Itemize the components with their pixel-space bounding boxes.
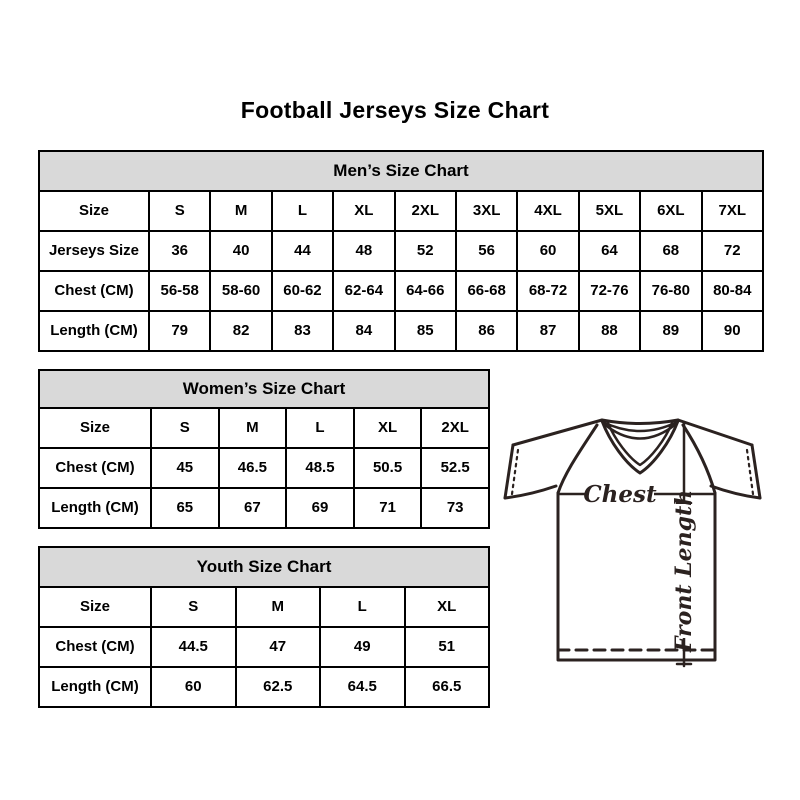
table-cell: 71 [354, 488, 422, 528]
table-cell: M [219, 408, 287, 448]
table-cell: 76-80 [640, 271, 701, 311]
table-cell: 49 [320, 627, 405, 667]
table-cell: 84 [333, 311, 394, 351]
row-label: Size [39, 587, 151, 627]
table-cell: XL [333, 191, 394, 231]
table-row [39, 408, 489, 448]
table-cell: 58-60 [210, 271, 271, 311]
table-cell: 52 [395, 231, 456, 271]
table-cell: L [286, 408, 354, 448]
table-cell: S [151, 587, 236, 627]
mens-size-table [38, 150, 764, 352]
front-length-label: Front Length [671, 489, 697, 653]
table-cell: 88 [579, 311, 640, 351]
table-cell: 72 [702, 231, 763, 271]
table-cell: 67 [219, 488, 287, 528]
table-row [39, 191, 763, 231]
table-header-band-row [39, 547, 489, 587]
table-cell: 60-62 [272, 271, 333, 311]
table-cell: 66.5 [405, 667, 490, 707]
row-label: Chest (CM) [39, 627, 151, 667]
table-cell: 47 [236, 627, 321, 667]
youth-size-table [38, 546, 490, 708]
table-cell: 52.5 [421, 448, 489, 488]
jersey-outline-icon [505, 420, 760, 660]
table-cell: 90 [702, 311, 763, 351]
table-cell: 36 [149, 231, 210, 271]
row-label: Size [39, 191, 149, 231]
chest-label: Chest [583, 481, 657, 508]
table-cell: 87 [517, 311, 578, 351]
table-cell: 82 [210, 311, 271, 351]
table-cell: 48.5 [286, 448, 354, 488]
table-cell: M [210, 191, 271, 231]
table-cell: 51 [405, 627, 490, 667]
table-cell: 85 [395, 311, 456, 351]
table-cell: XL [405, 587, 490, 627]
row-label: Length (CM) [39, 488, 151, 528]
table-cell: 62-64 [333, 271, 394, 311]
table-cell: 86 [456, 311, 517, 351]
row-label: Jerseys Size [39, 231, 149, 271]
table-cell: L [320, 587, 405, 627]
table-cell: 48 [333, 231, 394, 271]
table-cell: 6XL [640, 191, 701, 231]
table-cell: 89 [640, 311, 701, 351]
right-cuff-stitch-icon [747, 450, 753, 494]
table-cell: 5XL [579, 191, 640, 231]
row-label: Length (CM) [39, 667, 151, 707]
table-cell: 80-84 [702, 271, 763, 311]
table-cell: 79 [149, 311, 210, 351]
table-cell: 64-66 [395, 271, 456, 311]
table-cell: 44.5 [151, 627, 236, 667]
table-cell: 60 [517, 231, 578, 271]
table-cell: L [272, 191, 333, 231]
row-label: Chest (CM) [39, 271, 149, 311]
table-cell: 72-76 [579, 271, 640, 311]
table-header-band-row [39, 151, 763, 191]
table-cell: S [151, 408, 219, 448]
table-cell: 62.5 [236, 667, 321, 707]
table-cell: 68-72 [517, 271, 578, 311]
table-cell: 2XL [421, 408, 489, 448]
table-cell: 56 [456, 231, 517, 271]
table-row [39, 448, 489, 488]
womens-table-title: Women’s Size Chart [39, 370, 489, 408]
table-header-band-row [39, 370, 489, 408]
table-row [39, 231, 763, 271]
table-cell: 7XL [702, 191, 763, 231]
jersey-measurement-diagram [500, 416, 765, 672]
table-cell: 73 [421, 488, 489, 528]
table-row [39, 667, 489, 707]
womens-size-table [38, 369, 490, 529]
table-cell: 64.5 [320, 667, 405, 707]
table-cell: 83 [272, 311, 333, 351]
left-cuff-stitch-icon [512, 450, 518, 494]
table-cell: 44 [272, 231, 333, 271]
table-cell: S [149, 191, 210, 231]
table-cell: 60 [151, 667, 236, 707]
table-cell: M [236, 587, 321, 627]
row-label: Length (CM) [39, 311, 149, 351]
table-cell: 45 [151, 448, 219, 488]
table-row [39, 627, 489, 667]
table-cell: XL [354, 408, 422, 448]
page-title: Football Jerseys Size Chart [240, 97, 550, 123]
table-row [39, 587, 489, 627]
table-cell: 64 [579, 231, 640, 271]
row-label: Size [39, 408, 151, 448]
table-cell: 46.5 [219, 448, 287, 488]
table-cell: 65 [151, 488, 219, 528]
table-row [39, 271, 763, 311]
table-row [39, 311, 763, 351]
table-cell: 66-68 [456, 271, 517, 311]
table-cell: 50.5 [354, 448, 422, 488]
mens-table-title: Men’s Size Chart [39, 151, 763, 191]
youth-table-title: Youth Size Chart [39, 547, 489, 587]
table-cell: 2XL [395, 191, 456, 231]
vneck-collar-icon [602, 420, 678, 473]
table-cell: 3XL [456, 191, 517, 231]
table-row [39, 488, 489, 528]
row-label: Chest (CM) [39, 448, 151, 488]
table-cell: 69 [286, 488, 354, 528]
table-cell: 56-58 [149, 271, 210, 311]
table-cell: 40 [210, 231, 271, 271]
table-cell: 68 [640, 231, 701, 271]
table-cell: 4XL [517, 191, 578, 231]
